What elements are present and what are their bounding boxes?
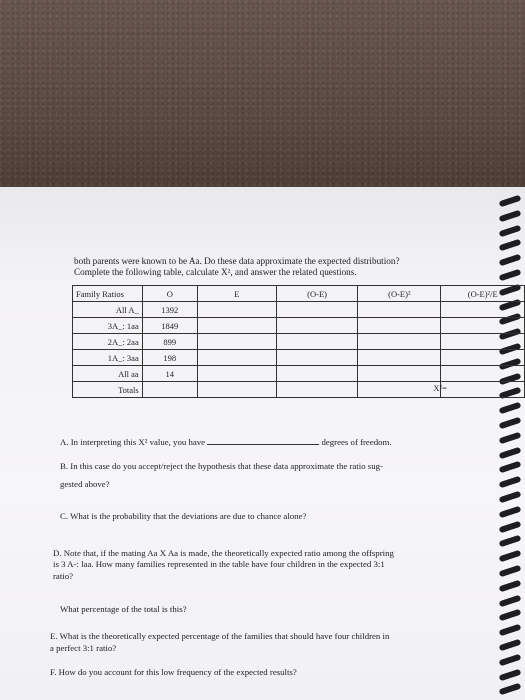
diff-cell[interactable] xyxy=(276,302,357,318)
spiral-coil xyxy=(499,224,522,237)
expected-cell[interactable] xyxy=(197,366,276,382)
question-d-part-2: What percentage of the total is this? xyxy=(60,604,187,614)
spiral-coil xyxy=(499,491,522,504)
chi-component-cell[interactable] xyxy=(441,350,525,366)
spiral-coil xyxy=(499,446,522,459)
expected-cell[interactable] xyxy=(197,302,276,318)
question-a-prefix: A. In interpreting this X² value, you have xyxy=(60,437,206,447)
spiral-binding xyxy=(493,190,525,700)
expected-total-cell[interactable] xyxy=(197,382,276,398)
spiral-coil xyxy=(499,239,522,252)
diff-squared-total-cell[interactable] xyxy=(358,382,441,398)
degrees-of-freedom-blank[interactable] xyxy=(207,436,319,445)
table-header-row xyxy=(73,286,525,302)
table-row xyxy=(73,302,525,318)
chi-component-cell[interactable] xyxy=(441,318,525,334)
carpet-background xyxy=(0,0,525,195)
expected-cell[interactable] xyxy=(197,318,276,334)
chi-square-label: X²= xyxy=(433,383,447,393)
question-a-suffix: degrees of freedom. xyxy=(321,437,392,447)
table-row xyxy=(73,366,525,382)
diff-cell[interactable] xyxy=(276,334,357,350)
question-b-line-2: gested above? xyxy=(60,479,110,489)
chi-component-cell[interactable] xyxy=(441,334,525,350)
expected-cell[interactable] xyxy=(197,334,276,350)
spiral-coil xyxy=(499,254,522,267)
spiral-coil xyxy=(499,520,522,533)
header-family-ratios: Family Ratios xyxy=(73,286,143,302)
spiral-coil xyxy=(499,195,522,208)
header-e: E xyxy=(197,286,276,302)
diff-total-cell[interactable] xyxy=(276,382,357,398)
observed-total-cell[interactable] xyxy=(142,382,197,398)
intro-line-2: Complete the following table, calculate X², and answer the related questions. xyxy=(74,267,357,277)
observed-cell: 1392 xyxy=(142,302,197,318)
chi-square-total-cell[interactable] xyxy=(433,382,525,398)
diff-cell[interactable] xyxy=(276,318,357,334)
table-row xyxy=(73,318,525,334)
question-d-line-2: is 3 A-: laa. How many families represented in the table have four children in the expected 3:1 xyxy=(53,559,385,569)
diff-squared-cell[interactable] xyxy=(358,334,441,350)
question-c: C. What is the probability that the deviations are due to chance alone? xyxy=(60,511,307,521)
question-d-line-3: ratio? xyxy=(53,571,74,581)
spiral-coil xyxy=(499,506,522,519)
ratio-cell: 1A_: 3aa xyxy=(73,350,143,366)
spiral-coil xyxy=(499,580,522,593)
chi-component-cell[interactable] xyxy=(441,366,525,382)
header-o: O xyxy=(142,286,197,302)
diff-squared-cell[interactable] xyxy=(358,350,441,366)
chi-square-table xyxy=(72,285,525,398)
table-row xyxy=(73,334,525,350)
spiral-coil xyxy=(499,565,522,578)
spiral-coil xyxy=(499,476,522,489)
spiral-coil xyxy=(499,402,522,415)
spiral-coil xyxy=(499,609,522,622)
diff-cell[interactable] xyxy=(276,366,357,382)
observed-cell: 1849 xyxy=(142,318,197,334)
header-o-minus-e: (O-E) xyxy=(276,286,357,302)
spiral-coil xyxy=(499,417,522,430)
table-row xyxy=(73,350,525,366)
ratio-cell: All aa xyxy=(73,366,143,382)
ratio-cell: 2A_: 2aa xyxy=(73,334,143,350)
table-totals-row xyxy=(73,382,525,398)
intro-line-1: both parents were known to be Aa. Do these data approximate the expected distribution? xyxy=(74,256,400,266)
diff-squared-cell[interactable] xyxy=(358,302,441,318)
chi-component-cell[interactable] xyxy=(441,302,525,318)
observed-cell: 899 xyxy=(142,334,197,350)
spiral-coil xyxy=(499,432,522,445)
question-e-line-2: a perfect 3:1 ratio? xyxy=(50,643,117,653)
diff-squared-cell[interactable] xyxy=(358,366,441,382)
diff-cell[interactable] xyxy=(276,350,357,366)
spiral-coil xyxy=(499,639,522,652)
spiral-coil xyxy=(499,624,522,637)
expected-cell[interactable] xyxy=(197,350,276,366)
observed-cell: 14 xyxy=(142,366,197,382)
spiral-coil xyxy=(499,535,522,548)
question-b-line-1: B. In this case do you accept/reject the hypothesis that these data approximate the ratio sug- xyxy=(60,461,383,471)
spiral-coil xyxy=(499,654,522,667)
observed-cell: 198 xyxy=(142,350,197,366)
spiral-coil xyxy=(499,668,522,681)
ratio-cell: All A_ xyxy=(73,302,143,318)
spiral-coil xyxy=(499,461,522,474)
diff-squared-cell[interactable] xyxy=(358,318,441,334)
totals-label: Totals xyxy=(73,382,143,398)
spiral-coil xyxy=(499,269,522,282)
header-o-minus-e-squared-over-e: (O-E)²/E xyxy=(441,286,525,302)
spiral-coil xyxy=(499,683,522,696)
question-d-line-1: D. Note that, if the mating Aa X Aa is made, the theoretically expected ratio among the offspring xyxy=(53,548,394,558)
spiral-coil xyxy=(499,550,522,563)
question-f: F. How do you account for this low frequency of the expected results? xyxy=(50,667,297,677)
ratio-cell: 3A_: 1aa xyxy=(73,318,143,334)
header-o-minus-e-squared: (O-E)² xyxy=(358,286,441,302)
spiral-coil xyxy=(499,594,522,607)
question-e-line-1: E. What is the theoretically expected percentage of the families that should have four children in xyxy=(50,631,390,641)
spiral-coil xyxy=(499,210,522,223)
question-a xyxy=(60,436,392,448)
